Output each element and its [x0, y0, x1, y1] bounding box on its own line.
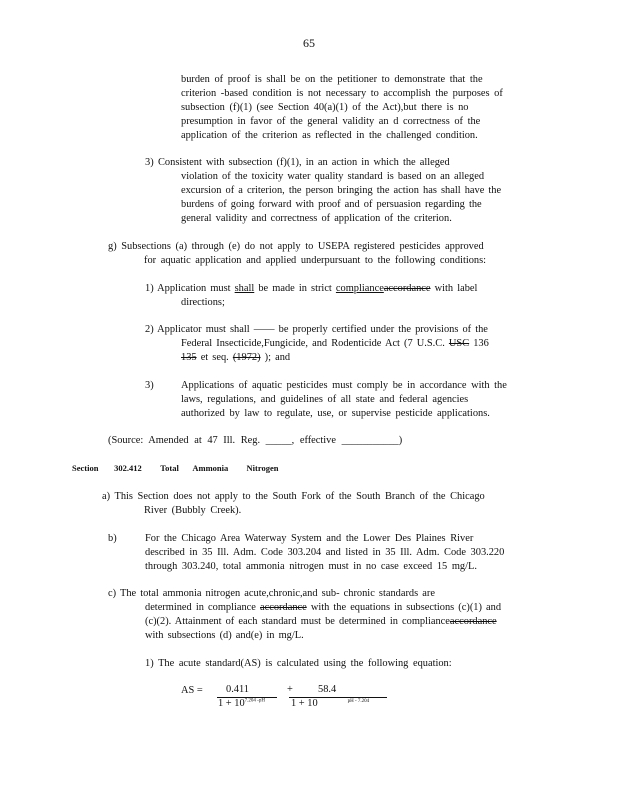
text-line: subsection (f)(1) (see Section 40(a)(1) of the Act),but there is no [181, 102, 469, 113]
text-line: burdens of going forward with proof and of persuasion regarding the [181, 199, 482, 210]
section-number: 302.412 [114, 463, 142, 473]
page-number: 65 [303, 36, 315, 50]
subsection-c [108, 587, 501, 643]
section-title-word: Nitrogen [246, 463, 279, 473]
item-g2-paragraph [145, 323, 489, 365]
text-line: (c)(2). Attainment of each standard must be determined in complianceaccordance [145, 616, 497, 627]
text-line: For the Chicago Area Waterway System and the Lower Des Plaines River [145, 533, 474, 544]
item-g3-label: 3) [145, 380, 154, 391]
text-line: Federal Insecticide,Fungicide, and Rodenticide Act (7 U.S.C. USC 136 [181, 338, 489, 349]
burden-paragraph [181, 73, 503, 143]
item-3-label: 3) [145, 157, 154, 168]
text-line: determined in compliance accordance with the equations in subsections (c)(1) and [145, 602, 502, 613]
text-line: Applications of aquatic pesticides must comply be in accordance with the [181, 380, 507, 391]
text-line: through 303.240, total ammonia nitrogen must in no case exceed 15 mg/L. [145, 561, 477, 572]
text-line: 2) Applicator must shall —— be properly certified under the provisions of the [145, 324, 488, 335]
equation-numerator-2: 58.4 [318, 684, 337, 695]
text-line: River (Bubbly Creek). [144, 505, 242, 516]
text-line: violation of the toxicity water quality standard is based on an alleged [181, 171, 485, 182]
text-line: Consistent with subsection (f)(1), in an action in which the alleged [158, 157, 450, 168]
item-3-paragraph [158, 156, 501, 226]
text-line: 135 et seq. (1972) ); and [181, 352, 291, 363]
text-line: application of the criterion as reflected in the challenged condition. [181, 130, 478, 141]
equation-denominator-2: 1 + 10 $^{pH - 7.204}$ [291, 698, 370, 709]
item-g-paragraph [108, 240, 486, 268]
text-line: g) Subsections (a) through (e) do not apply to USEPA registered pesticides approved [108, 241, 484, 252]
item-g3-paragraph [181, 379, 507, 421]
text-line: with subsections (d) and(e) in mg/L. [145, 630, 304, 641]
subsection-b [145, 532, 504, 574]
text-line: a) This Section does not apply to the South Fork of the South Branch of the Chicago [102, 491, 485, 502]
equation-denominator-1: $1 + 10^{7.204 -pH}$ [218, 698, 265, 709]
text-line: criterion -based condition is not necessary to accomplish the purposes of [181, 88, 503, 99]
item-g1-paragraph [145, 282, 477, 310]
section-heading [72, 463, 278, 473]
equation-lhs: AS = [181, 685, 203, 696]
text-line: excursion of a criterion, the person bringing the action has shall have the [181, 185, 502, 196]
equation-numerator-1: 0.411 [226, 684, 249, 695]
section-word: Section [72, 463, 99, 473]
text-line: for aquatic application and applied underpursuant to the following conditions: [144, 255, 487, 266]
text-line: c) The total ammonia nitrogen acute,chronic,and sub- chronic standards are [108, 588, 435, 599]
text-line: described in 35 Ill. Adm. Code 303.204 and listed in 35 Ill. Adm. Code 303.220 [145, 547, 505, 558]
text-line: 1) Application must shall be made in strict complianceaccordance with label [145, 283, 478, 294]
text-line: authorized by law to regulate, use, or supervise pesticide applications. [181, 408, 490, 419]
text-line: presumption in favor of the general validity an d correctness of the [181, 116, 481, 127]
text-line: laws, regulations, and guidelines of all state and federal agencies [181, 394, 469, 405]
equation-plus: + [287, 684, 293, 695]
text-line: burden of proof is shall be on the petitioner to demonstrate that the [181, 74, 483, 85]
source-note: (Source: Amended at 47 Ill. Reg. _____, effective ___________) [108, 435, 403, 446]
subsection-c1: 1) The acute standard(AS) is calculated using the following equation: [145, 658, 452, 669]
text-line: general validity and correctness of application of the criterion. [181, 213, 452, 224]
section-title-word: Ammonia [192, 463, 229, 473]
subsection-b-label: b) [108, 533, 117, 544]
section-title-word: Total [160, 463, 179, 473]
subsection-a [102, 490, 485, 518]
text-line: directions; [181, 297, 225, 308]
